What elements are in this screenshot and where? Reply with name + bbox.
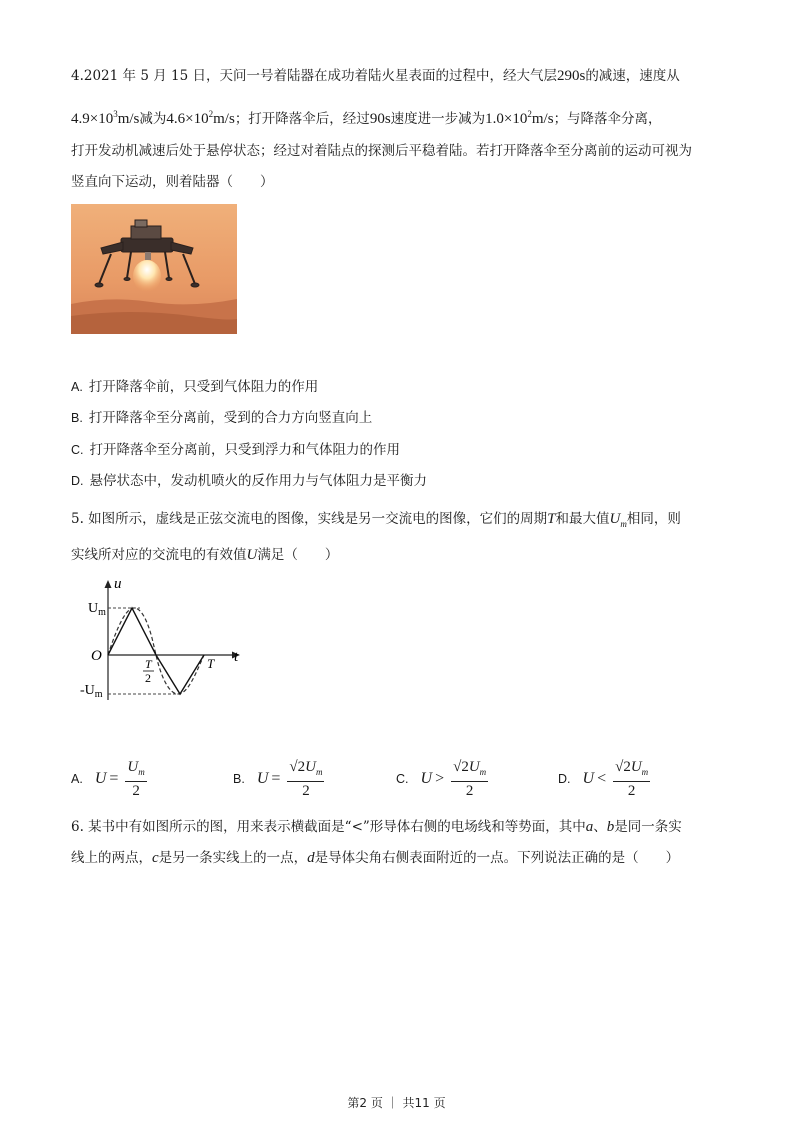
period-label: T <box>207 656 215 671</box>
q4-speed-2-exp: 2 <box>208 109 214 119</box>
q5-max-symbol <box>610 511 627 527</box>
neg-max-sub: m <box>94 689 103 700</box>
q5-text: 实线所对应的交流电的有效值 <box>71 547 247 563</box>
q4-option-b[interactable] <box>71 408 372 428</box>
choice-var: U <box>582 770 595 787</box>
q6-point-b: b <box>606 819 615 835</box>
q6-line-2 <box>71 848 679 868</box>
choice-den: 2 <box>302 783 310 799</box>
choice-num-sub: m <box>641 767 649 777</box>
q4-option-c[interactable] <box>71 440 400 460</box>
option-text: 打开降落伞前，只受到气体阻力的作用 <box>88 379 319 395</box>
q6-text: 、 <box>593 819 607 835</box>
q6-point-a: a <box>585 819 594 835</box>
q5-text: 和最大值 <box>555 511 610 527</box>
ac-waveform-graph <box>80 578 250 708</box>
q6-line-1 <box>71 817 682 837</box>
q5-text: 相同，则 <box>626 511 681 527</box>
neg-max-label <box>80 683 103 700</box>
sqrt-two-icon: √2 <box>615 759 631 775</box>
q4-speed-3-mantissa: 1.0×10 <box>485 111 528 127</box>
q5-option-a[interactable] <box>71 758 147 800</box>
q4-time-1: 290s <box>556 68 586 84</box>
choice-var: U <box>420 770 433 787</box>
option-label: B. <box>233 772 245 786</box>
q4-line-4: 竖直向下运动，则着陆器（ ） <box>71 174 274 190</box>
q5-text: 满足（ ） <box>257 547 339 563</box>
q4-speed-1 <box>71 111 139 127</box>
q4-speed-1-mantissa: 4.9×10 <box>71 111 114 127</box>
q4-line-2 <box>71 104 662 129</box>
x-axis-label: t <box>234 649 239 665</box>
pos-max-sub: m <box>98 607 106 618</box>
choice-den: 2 <box>132 783 140 799</box>
half-period-num: T <box>145 657 152 671</box>
choice-fraction <box>613 758 650 800</box>
q4-line-3: 打开发动机减速后处于悬停状态；经过对着陆点的探测后平稳着陆。若打开降落伞至分离前的运动可视为 <box>71 143 692 159</box>
choice-fraction <box>451 758 488 800</box>
q5-period-symbol: T <box>547 511 556 527</box>
q4-text: ；打开降落伞后，经过 <box>234 111 370 127</box>
q4-option-a[interactable] <box>71 377 318 397</box>
q5-line-2 <box>71 545 338 565</box>
q4-speed-2 <box>166 111 234 127</box>
half-period-den: 2 <box>145 671 151 685</box>
choice-fraction <box>125 758 146 800</box>
option-label: D. <box>71 474 84 488</box>
q5-max-symbol-sub: m <box>620 519 627 529</box>
sine-curve <box>108 608 204 694</box>
q6-text: 是同一条实 <box>614 819 682 835</box>
y-axis-label: u <box>114 578 122 592</box>
option-text: 悬停状态中，发动机喷火的反作用力与气体阻力是平衡力 <box>89 473 427 489</box>
sqrt-two-icon: √2 <box>289 759 306 775</box>
option-text: 打开降落伞至分离前，受到的合力方向竖直向上 <box>88 410 373 426</box>
q6-text: 是另一条实线上的一点， <box>158 850 308 866</box>
choice-relation: < <box>597 770 607 787</box>
q5-line-1 <box>71 509 681 534</box>
q4-time-2: 90s <box>369 111 391 127</box>
pos-max-main: U <box>88 601 99 616</box>
pos-max-label <box>88 601 106 618</box>
choice-relation: = <box>109 770 119 787</box>
option-label: D. <box>558 772 571 786</box>
sqrt-two-icon: √2 <box>453 759 469 775</box>
q5-max-symbol-main: U <box>609 511 621 527</box>
q4-text: 速度进一步减为 <box>390 111 486 127</box>
y-axis-arrow <box>105 580 112 588</box>
triangle-curve <box>108 608 204 694</box>
q4-unit: m/s <box>531 111 554 127</box>
q4-line-1 <box>71 66 680 86</box>
q6-point-d: d <box>307 850 315 866</box>
choice-den: 2 <box>627 783 636 799</box>
q5-option-c[interactable] <box>396 758 488 800</box>
q5-effective-symbol: U <box>246 547 258 563</box>
choice-var: U <box>94 770 107 787</box>
q4-speed-2-mantissa: 4.6×10 <box>166 111 209 127</box>
option-label: A. <box>71 772 83 786</box>
q5-text: 5. 如图所示，虚线是正弦交流电的图像，实线是另一交流电的图像，它们的周期 <box>71 511 548 527</box>
q6-text: 是导体尖角右侧表面附近的一点。下列说法正确的是（ ） <box>314 850 680 866</box>
q4-text: 的减速，速度从 <box>585 68 680 84</box>
choice-num-sub: m <box>479 767 487 777</box>
choice-relation: = <box>271 770 281 787</box>
mars-lander-photo <box>71 204 237 334</box>
option-label: B. <box>71 411 83 425</box>
origin-label: O <box>91 648 102 664</box>
q4-speed-3 <box>485 111 553 127</box>
page-footer: 第2 页 ｜ 共11 页 <box>347 1096 446 1110</box>
choice-num: U <box>127 759 139 775</box>
choice-num: U <box>630 759 642 775</box>
option-label: C. <box>396 772 409 786</box>
choice-relation: > <box>435 770 445 787</box>
q6-text: 6. 某书中有如图所示的图，用来表示横截面是“<”形导体右侧的电场线和等势面，其中 <box>71 819 586 835</box>
q6-text: 线上的两点， <box>71 850 152 866</box>
option-label: C. <box>71 443 84 457</box>
q4-text: 4.2021 年 5 月 15 日，天问一号着陆器在成功着陆火星表面的过程中，经大气层 <box>71 68 557 84</box>
choice-num: U <box>305 759 316 775</box>
q4-unit: m/s <box>213 111 235 127</box>
q4-text: 减为 <box>139 111 167 127</box>
neg-max-main: -U <box>80 683 95 698</box>
choice-num: U <box>468 759 480 775</box>
q5-option-b[interactable] <box>233 758 324 800</box>
q4-text: ；与降落伞分离， <box>553 111 662 127</box>
q5-option-d[interactable] <box>558 758 650 800</box>
q6-point-c: c <box>152 850 159 866</box>
choice-fraction <box>287 758 324 800</box>
option-label: A. <box>71 380 83 394</box>
option-text: 打开降落伞至分离前，只受到浮力和气体阻力的作用 <box>89 442 400 458</box>
q4-option-d[interactable] <box>71 471 427 491</box>
choice-num-sub: m <box>315 767 323 777</box>
choice-num-sub: m <box>138 767 145 777</box>
q4-unit: m/s <box>117 111 140 127</box>
choice-den: 2 <box>465 783 474 799</box>
choice-var: U <box>256 770 269 787</box>
q4-speed-3-exp: 2 <box>527 109 532 119</box>
q4-speed-1-exp: 3 <box>113 109 118 119</box>
